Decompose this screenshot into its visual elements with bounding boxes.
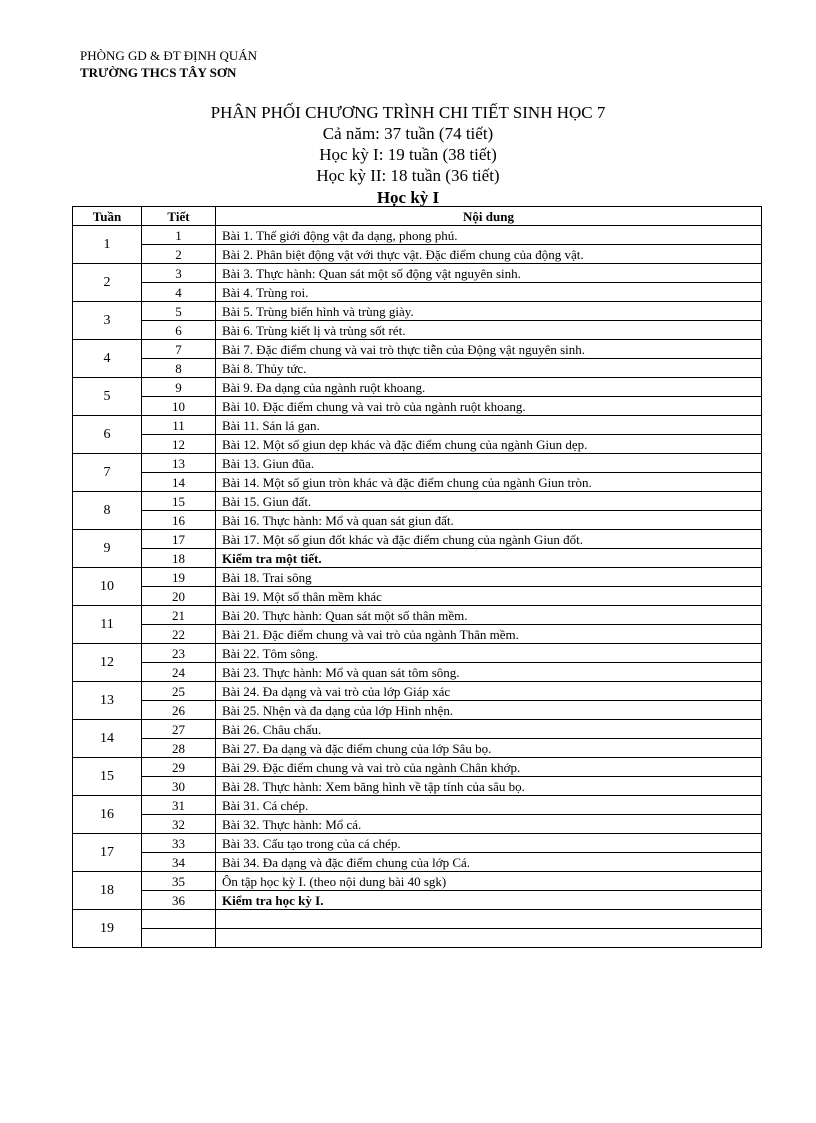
table-body: [73, 226, 762, 948]
period-cell: 10: [142, 397, 216, 416]
period-cell: 29: [142, 758, 216, 777]
document-header: [80, 47, 257, 81]
lesson-content-cell: Bài 7. Đặc điểm chung và vai trò thực tiễn của Động vật nguyên sinh.: [216, 340, 762, 359]
lesson-content-cell: Bài 31. Cá chép.: [216, 796, 762, 815]
period-cell: [142, 910, 216, 929]
table-row: [73, 530, 762, 549]
table-row: [73, 625, 762, 644]
period-cell: 6: [142, 321, 216, 340]
table-row: [73, 359, 762, 378]
table-row: [73, 549, 762, 568]
lesson-content-cell: Bài 33. Cấu tạo trong của cá chép.: [216, 834, 762, 853]
period-cell: 24: [142, 663, 216, 682]
lesson-content-cell: Bài 10. Đặc điểm chung và vai trò của ngành ruột khoang.: [216, 397, 762, 416]
lesson-content-cell: Bài 2. Phân biệt động vật với thực vật. Đặc điểm chung của động vật.: [216, 245, 762, 264]
lesson-content-cell: Bài 1. Thế giới động vật đa dạng, phong phú.: [216, 226, 762, 245]
period-cell: 23: [142, 644, 216, 663]
period-cell: 15: [142, 492, 216, 511]
lesson-content-cell: Bài 27. Đa dạng và đặc điểm chung của lớp Sâu bọ.: [216, 739, 762, 758]
lesson-content-cell: Bài 5. Trùng biến hình và trùng giày.: [216, 302, 762, 321]
lesson-content-cell: Bài 17. Một số giun đốt khác và đặc điểm chung của ngành Giun đốt.: [216, 530, 762, 549]
week-cell: 16: [73, 796, 142, 834]
table-row: [73, 568, 762, 587]
lesson-content-cell: Bài 14. Một số giun tròn khác và đặc điểm chung của ngành Giun tròn.: [216, 473, 762, 492]
week-cell: 6: [73, 416, 142, 454]
table-row: [73, 720, 762, 739]
lesson-content-cell: Bài 18. Trai sông: [216, 568, 762, 587]
table-row: [73, 644, 762, 663]
week-cell: 2: [73, 264, 142, 302]
semester-heading: Học kỳ I: [376, 188, 440, 207]
table-row: [73, 929, 762, 948]
lesson-content-cell: Bài 21. Đặc điểm chung và vai trò của ngành Thân mềm.: [216, 625, 762, 644]
table-row: [73, 606, 762, 625]
lesson-content-cell: Bài 9. Đa dạng của ngành ruột khoang.: [216, 378, 762, 397]
table-row: [73, 416, 762, 435]
period-cell: 35: [142, 872, 216, 891]
year-summary: Cả năm: 37 tuần (74 tiết): [322, 124, 494, 143]
page-title: PHÂN PHỐI CHƯƠNG TRÌNH CHI TIẾT SINH HỌC 7: [210, 103, 606, 122]
lesson-content-cell: Bài 22. Tôm sông.: [216, 644, 762, 663]
period-cell: 1: [142, 226, 216, 245]
period-cell: 21: [142, 606, 216, 625]
lesson-content-cell: Bài 26. Châu chấu.: [216, 720, 762, 739]
table-row: [73, 587, 762, 606]
table-row: [73, 663, 762, 682]
table-row: [73, 226, 762, 245]
column-header-week: Tuần: [73, 207, 142, 226]
title-block: [0, 102, 816, 208]
table-row: [73, 739, 762, 758]
table-row: [73, 245, 762, 264]
lesson-content-cell: Bài 25. Nhện và đa dạng của lớp Hình nhện.: [216, 701, 762, 720]
period-cell: [142, 929, 216, 948]
lesson-content-cell: Bài 12. Một số giun dẹp khác và đặc điểm chung của ngành Giun dẹp.: [216, 435, 762, 454]
table-row: [73, 796, 762, 815]
table-row: [73, 321, 762, 340]
period-cell: 22: [142, 625, 216, 644]
period-cell: 11: [142, 416, 216, 435]
week-cell: 9: [73, 530, 142, 568]
table-row: [73, 853, 762, 872]
table-row: [73, 473, 762, 492]
table-header-row: [73, 207, 762, 226]
lesson-content-cell: Ôn tập học kỳ I. (theo nội dung bài 40 sgk): [216, 872, 762, 891]
table-row: [73, 340, 762, 359]
semester2-summary: Học kỳ II: 18 tuần (36 tiết): [316, 166, 500, 185]
week-cell: 4: [73, 340, 142, 378]
lesson-content-cell: Bài 6. Trùng kiết lị và trùng sốt rét.: [216, 321, 762, 340]
lesson-content-cell: Bài 24. Đa dạng và vai trò của lớp Giáp xác: [216, 682, 762, 701]
period-cell: 36: [142, 891, 216, 910]
period-cell: 4: [142, 283, 216, 302]
period-cell: 2: [142, 245, 216, 264]
table-row: [73, 397, 762, 416]
table-row: [73, 492, 762, 511]
week-cell: 5: [73, 378, 142, 416]
lesson-content-cell: Bài 16. Thực hành: Mổ và quan sát giun đất.: [216, 511, 762, 530]
table-row: [73, 701, 762, 720]
period-cell: 3: [142, 264, 216, 283]
curriculum-table: [72, 206, 762, 948]
table-row: [73, 302, 762, 321]
lesson-content-cell: Kiểm tra một tiết.: [216, 549, 762, 568]
period-cell: 8: [142, 359, 216, 378]
period-cell: 14: [142, 473, 216, 492]
table-row: [73, 910, 762, 929]
period-cell: 13: [142, 454, 216, 473]
lesson-content-cell: Bài 23. Thực hành: Mổ và quan sát tôm sông.: [216, 663, 762, 682]
period-cell: 25: [142, 682, 216, 701]
table-row: [73, 283, 762, 302]
period-cell: 17: [142, 530, 216, 549]
department-name: PHÒNG GD & ĐT ĐỊNH QUÁN: [80, 48, 258, 63]
table-row: [73, 872, 762, 891]
week-cell: 3: [73, 302, 142, 340]
period-cell: 27: [142, 720, 216, 739]
week-cell: 10: [73, 568, 142, 606]
lesson-content-cell: Bài 32. Thực hành: Mổ cá.: [216, 815, 762, 834]
week-cell: 7: [73, 454, 142, 492]
lesson-content-cell: Bài 11. Sán lá gan.: [216, 416, 762, 435]
period-cell: 16: [142, 511, 216, 530]
lesson-content-cell: Bài 4. Trùng roi.: [216, 283, 762, 302]
week-cell: 11: [73, 606, 142, 644]
week-cell: 15: [73, 758, 142, 796]
period-cell: 5: [142, 302, 216, 321]
period-cell: 9: [142, 378, 216, 397]
table-row: [73, 777, 762, 796]
week-cell: 13: [73, 682, 142, 720]
table-row: [73, 511, 762, 530]
period-cell: 34: [142, 853, 216, 872]
lesson-content-cell: Bài 8. Thủy tức.: [216, 359, 762, 378]
lesson-content-cell: [216, 929, 762, 948]
week-cell: 8: [73, 492, 142, 530]
column-header-period: Tiết: [142, 207, 216, 226]
table-row: [73, 435, 762, 454]
table-row: [73, 891, 762, 910]
lesson-content-cell: Bài 34. Đa dạng và đặc điểm chung của lớp Cá.: [216, 853, 762, 872]
period-cell: 30: [142, 777, 216, 796]
period-cell: 26: [142, 701, 216, 720]
table-row: [73, 378, 762, 397]
period-cell: 7: [142, 340, 216, 359]
lesson-content-cell: Bài 3. Thực hành: Quan sát một số động vật nguyên sinh.: [216, 264, 762, 283]
week-cell: 18: [73, 872, 142, 910]
lesson-content-cell: [216, 910, 762, 929]
period-cell: 19: [142, 568, 216, 587]
week-cell: 17: [73, 834, 142, 872]
lesson-content-cell: Kiểm tra học kỳ I.: [216, 891, 762, 910]
table-row: [73, 682, 762, 701]
period-cell: 12: [142, 435, 216, 454]
period-cell: 20: [142, 587, 216, 606]
table-row: [73, 264, 762, 283]
lesson-content-cell: Bài 29. Đặc điểm chung và vai trò của ngành Chân khớp.: [216, 758, 762, 777]
week-cell: 19: [73, 910, 142, 948]
column-header-content: Nội dung: [216, 207, 762, 226]
table-row: [73, 834, 762, 853]
period-cell: 33: [142, 834, 216, 853]
period-cell: 32: [142, 815, 216, 834]
lesson-content-cell: Bài 19. Một số thân mềm khác: [216, 587, 762, 606]
period-cell: 31: [142, 796, 216, 815]
table-row: [73, 815, 762, 834]
lesson-content-cell: Bài 28. Thực hành: Xem băng hình về tập tính của sâu bọ.: [216, 777, 762, 796]
table-row: [73, 454, 762, 473]
week-cell: 12: [73, 644, 142, 682]
period-cell: 18: [142, 549, 216, 568]
lesson-content-cell: Bài 20. Thực hành: Quan sát một số thân mềm.: [216, 606, 762, 625]
lesson-content-cell: Bài 15. Giun đất.: [216, 492, 762, 511]
week-cell: 1: [73, 226, 142, 264]
lesson-content-cell: Bài 13. Giun đũa.: [216, 454, 762, 473]
week-cell: 14: [73, 720, 142, 758]
school-name: TRƯỜNG THCS TÂY SƠN: [80, 65, 237, 80]
table-row: [73, 758, 762, 777]
period-cell: 28: [142, 739, 216, 758]
semester1-summary: Học kỳ I: 19 tuần (38 tiết): [319, 145, 497, 164]
